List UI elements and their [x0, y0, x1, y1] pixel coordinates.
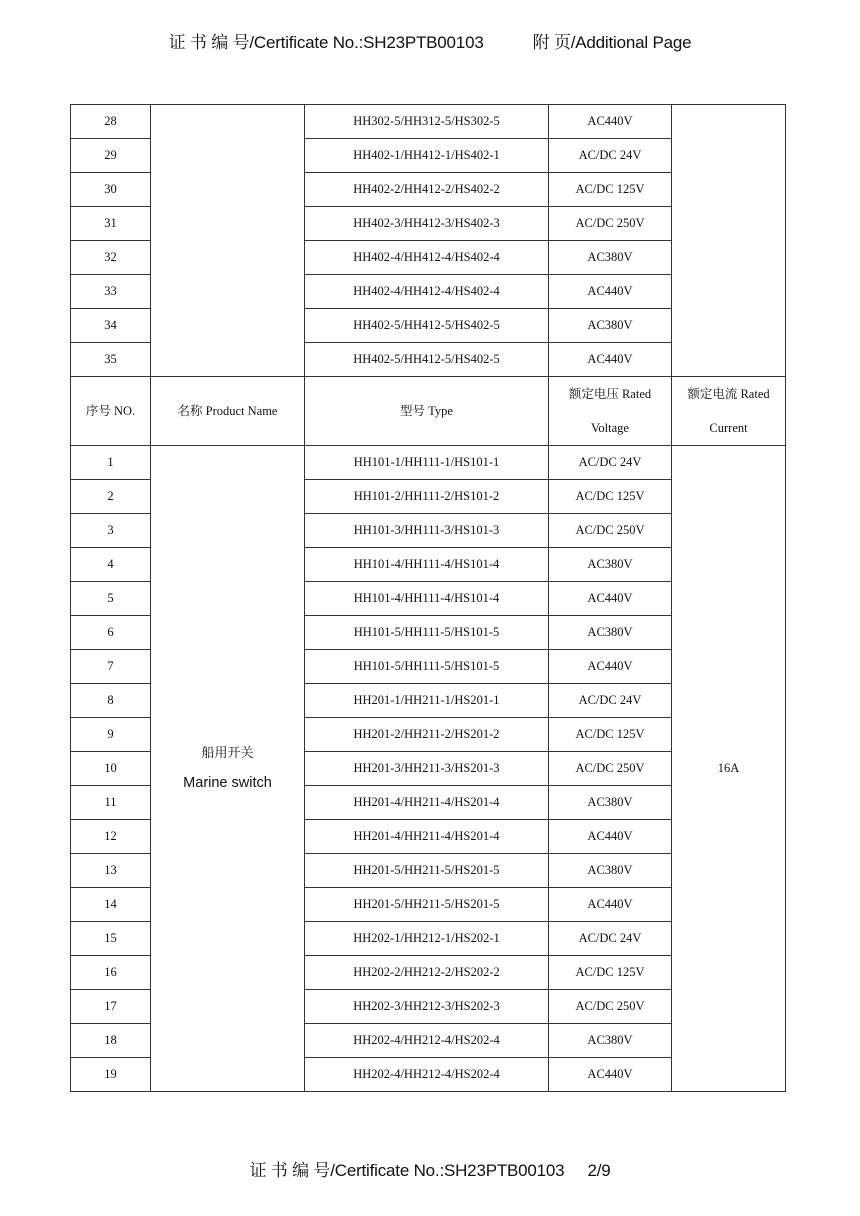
product-name-cell-empty	[151, 105, 305, 377]
model-type: HH402-4/HH412-4/HS402-4	[305, 241, 549, 275]
row-number: 28	[71, 105, 151, 139]
model-type: HH402-2/HH412-2/HS402-2	[305, 173, 549, 207]
row-number: 17	[71, 990, 151, 1024]
model-type: HH202-4/HH212-4/HS202-4	[305, 1024, 549, 1058]
row-number: 1	[71, 446, 151, 480]
model-type: HH202-3/HH212-3/HS202-3	[305, 990, 549, 1024]
rated-voltage: AC/DC 125V	[549, 480, 672, 514]
column-header-type: 型号 Type	[305, 377, 549, 446]
model-type: HH201-5/HH211-5/HS201-5	[305, 854, 549, 888]
rated-voltage: AC440V	[549, 105, 672, 139]
rated-voltage: AC440V	[549, 888, 672, 922]
row-number: 33	[71, 275, 151, 309]
row-number: 6	[71, 616, 151, 650]
row-number: 34	[71, 309, 151, 343]
rated-voltage: AC/DC 24V	[549, 684, 672, 718]
rated-voltage: AC380V	[549, 241, 672, 275]
rated-voltage: AC380V	[549, 548, 672, 582]
model-type: HH101-1/HH111-1/HS101-1	[305, 446, 549, 480]
current-header-line2: Current	[709, 421, 748, 435]
row-number: 32	[71, 241, 151, 275]
rated-voltage: AC380V	[549, 1024, 672, 1058]
voltage-header-line1: 额定电压 Rated	[568, 387, 652, 401]
row-number: 8	[71, 684, 151, 718]
model-type: HH402-3/HH412-3/HS402-3	[305, 207, 549, 241]
model-type: HH201-3/HH211-3/HS201-3	[305, 752, 549, 786]
model-type: HH202-4/HH212-4/HS202-4	[305, 1058, 549, 1092]
table-header	[71, 377, 786, 446]
row-number: 11	[71, 786, 151, 820]
row-number: 14	[71, 888, 151, 922]
rated-voltage: AC/DC 250V	[549, 752, 672, 786]
row-number: 4	[71, 548, 151, 582]
row-number: 31	[71, 207, 151, 241]
model-type: HH101-2/HH111-2/HS101-2	[305, 480, 549, 514]
rated-voltage: AC/DC 250V	[549, 514, 672, 548]
model-type: HH101-5/HH111-5/HS101-5	[305, 616, 549, 650]
rated-voltage: AC380V	[549, 786, 672, 820]
product-table	[70, 104, 786, 1092]
product-rows	[71, 446, 786, 1092]
table-row	[71, 105, 786, 139]
rated-voltage: AC440V	[549, 275, 672, 309]
row-number: 7	[71, 650, 151, 684]
footer-certificate-number: 证 书 编 号/Certificate No.:SH23PTB00103	[249, 1161, 565, 1180]
model-type: HH101-5/HH111-5/HS101-5	[305, 650, 549, 684]
rated-current: 16A	[672, 446, 786, 1092]
model-type: HH201-4/HH211-4/HS201-4	[305, 820, 549, 854]
rated-voltage: AC/DC 125V	[549, 173, 672, 207]
column-header-voltage	[549, 377, 672, 446]
model-type: HH402-1/HH412-1/HS402-1	[305, 139, 549, 173]
column-header-current	[672, 377, 786, 446]
model-type: HH202-1/HH212-1/HS202-1	[305, 922, 549, 956]
page-footer	[0, 1156, 860, 1181]
row-number: 2	[71, 480, 151, 514]
voltage-header-line2: Voltage	[591, 421, 629, 435]
model-type: HH202-2/HH212-2/HS202-2	[305, 956, 549, 990]
row-number: 10	[71, 752, 151, 786]
model-type: HH201-4/HH211-4/HS201-4	[305, 786, 549, 820]
row-number: 18	[71, 1024, 151, 1058]
header-row	[71, 377, 786, 446]
rated-voltage: AC/DC 24V	[549, 139, 672, 173]
model-type: HH201-2/HH211-2/HS201-2	[305, 718, 549, 752]
rated-voltage: AC380V	[549, 616, 672, 650]
table-row	[71, 446, 786, 480]
model-type: HH101-4/HH111-4/HS101-4	[305, 548, 549, 582]
rated-voltage: AC/DC 125V	[549, 718, 672, 752]
rated-voltage: AC/DC 24V	[549, 922, 672, 956]
row-number: 29	[71, 139, 151, 173]
continued-rows	[71, 105, 786, 377]
current-header-line1: 额定电流 Rated	[687, 387, 770, 401]
rated-voltage: AC440V	[549, 582, 672, 616]
product-name-cell	[151, 446, 305, 1092]
rated-voltage: AC380V	[549, 309, 672, 343]
product-name-en: Marine switch	[183, 774, 272, 791]
rated-voltage: AC380V	[549, 854, 672, 888]
row-number: 3	[71, 514, 151, 548]
model-type: HH402-5/HH412-5/HS402-5	[305, 309, 549, 343]
row-number: 19	[71, 1058, 151, 1092]
row-number: 35	[71, 343, 151, 377]
row-number: 15	[71, 922, 151, 956]
row-number: 5	[71, 582, 151, 616]
column-header-no: 序号 NO.	[71, 377, 151, 446]
row-number: 16	[71, 956, 151, 990]
model-type: HH302-5/HH312-5/HS302-5	[305, 105, 549, 139]
rated-voltage: AC440V	[549, 820, 672, 854]
rated-voltage: AC/DC 125V	[549, 956, 672, 990]
model-type: HH402-5/HH412-5/HS402-5	[305, 343, 549, 377]
rated-voltage: AC440V	[549, 1058, 672, 1092]
rated-current-cell-empty	[672, 105, 786, 377]
model-type: HH402-4/HH412-4/HS402-4	[305, 275, 549, 309]
model-type: HH201-1/HH211-1/HS201-1	[305, 684, 549, 718]
header-certificate-number: 证 书 编 号/Certificate No.:SH23PTB00103	[168, 33, 484, 52]
row-number: 12	[71, 820, 151, 854]
rated-voltage: AC440V	[549, 343, 672, 377]
product-name-zh: 船用开关	[201, 745, 254, 760]
model-type: HH101-3/HH111-3/HS101-3	[305, 514, 549, 548]
model-type: HH101-4/HH111-4/HS101-4	[305, 582, 549, 616]
rated-voltage: AC/DC 250V	[549, 207, 672, 241]
model-type: HH201-5/HH211-5/HS201-5	[305, 888, 549, 922]
page-header	[0, 28, 860, 53]
row-number: 30	[71, 173, 151, 207]
row-number: 9	[71, 718, 151, 752]
rated-voltage: AC/DC 250V	[549, 990, 672, 1024]
row-number: 13	[71, 854, 151, 888]
header-additional-page: 附 页/Additional Page	[532, 33, 692, 52]
rated-voltage: AC440V	[549, 650, 672, 684]
footer-page-number: 2/9	[587, 1161, 611, 1180]
column-header-name: 名称 Product Name	[151, 377, 305, 446]
rated-voltage: AC/DC 24V	[549, 446, 672, 480]
